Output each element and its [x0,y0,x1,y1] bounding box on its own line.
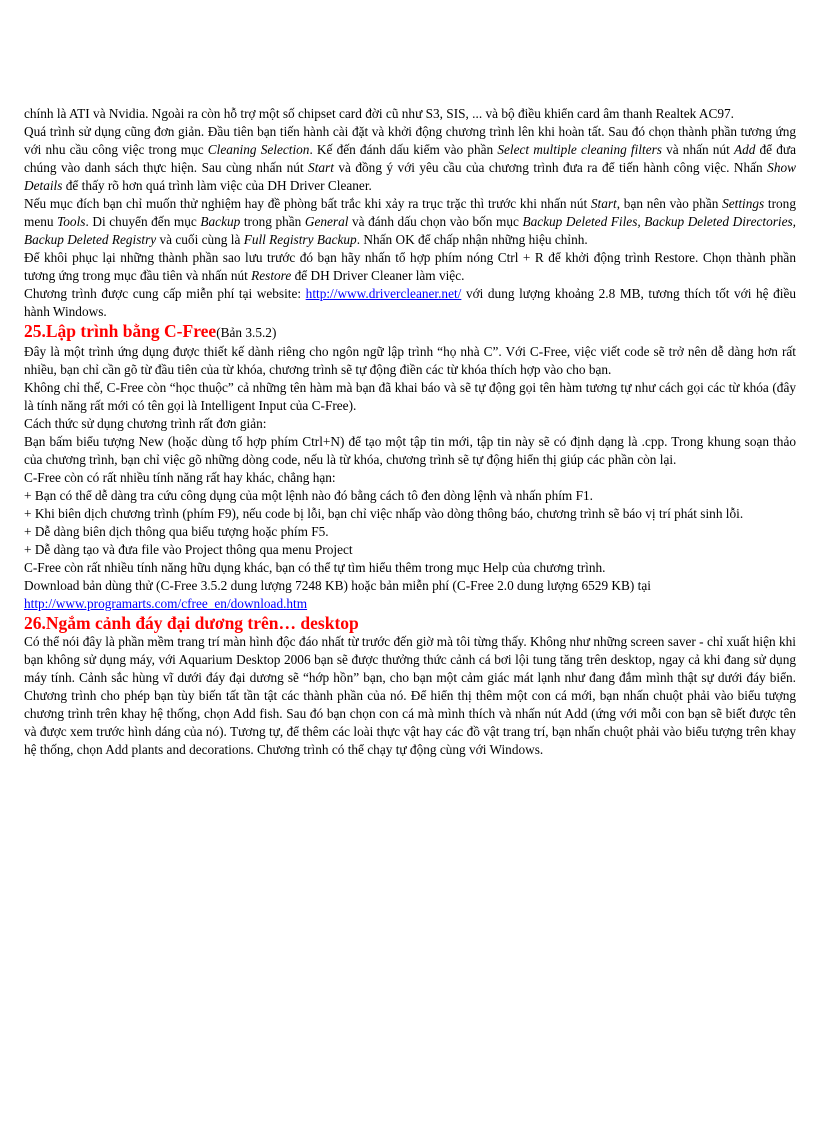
section-heading-aquarium: 26.Ngắm cảnh đáy đại dương trên… desktop [24,613,359,633]
paragraph-restore: Để khôi phục lại những thành phần sao lưu trước đó bạn hãy nhấn tổ hợp phím nóng Ctrl + R để khởi động trình Restore. Chọn thành phần tương ứng trong mục đầu tiên và nhấn nút Restore để DH Driver Cleaner làm việc. [24,250,796,283]
drivercleaner-link[interactable]: http://www.drivercleaner.net/ [305,286,462,301]
paragraph-cfree-intro: Đây là một trình ứng dụng được thiết kế dành riêng cho ngôn ngữ lập trình “họ nhà C”. Với C-Free, việc viết code sẽ trở nên dễ dàng hơn rất nhiều, bạn chỉ cần gõ từ đầu tiên của từ khóa, chương trình sẽ tự động điền các từ khóa thích hợp vào cho bạn. [24,344,796,377]
paragraph-cfree-download: Download bản dùng thử (C-Free 3.5.2 dung lượng 7248 KB) hoặc bản miễn phí (C-Free 2.0 dung lượng 6529 KB) tại [24,578,651,593]
paragraph-aquarium: Có thể nói đây là phần mềm trang trí màn hình độc đáo nhất từ trước đến giờ mà tôi từng thấy. Không như những screen saver - chỉ xuất hiện khi bạn không sử dụng máy, với Aquarium Desktop 2006 bạn sẽ được thưởng thức cảnh cá bơi lội tung tăng trên desktop, ngay cả khi đang sử dụng máy tính. Cảnh sắc hùng vĩ dưới đáy đại dương sẽ “hớp hồn” bạn, cho bạn một cảm giác mát lạnh như đang đắm mình thật sự dưới đáy biển. Chương trình cho phép bạn tùy biến tất tần tật các thành phần của nó. Để hiển thị thêm một con cá mới, bạn nhấn chuột phải vào biểu tượng chương trình trên khay hệ thống, chọn Add fish. Sau đó bạn chọn con cá mà mình thích và nhấn nút Add (ứng với mỗi con bạn sẽ biết được tên và được xem trước hình dáng của nó). Tương tự, để thêm các loài thực vật hay các đồ vật trang trí, bạn nhấn chuột phải vào biểu tượng trên khay hệ thống, chọn Add plants and decorations. Chương trình có thể chạy tự động cùng với Windows. [24,634,796,757]
paragraph-cfree-help: C-Free còn rất nhiều tính năng hữu dụng khác, bạn có thể tự tìm hiểu thêm trong mục Help của chương trình. [24,560,606,575]
paragraph-download-info: Chương trình được cung cấp miễn phí tại website: http://www.drivercleaner.net/ với dung lượng khoảng 2.8 MB, tương thích tốt với hệ điều hành Windows. [24,286,796,319]
paragraph-cfree-features-intro: C-Free còn có rất nhiều tính năng rất hay khác, chẳng hạn: [24,470,336,485]
bullet-item: + Dễ dàng tạo và đưa file vào Project thông qua menu Project [24,542,353,557]
paragraph-cfree-usage-intro: Cách thức sử dụng chương trình rất đơn giản: [24,416,267,431]
paragraph-cfree-intelligent-input: Không chỉ thế, C-Free còn “học thuộc” cả những tên hàm mà bạn đã khai báo và sẽ tự động gọi tên hàm tương tự như cách gọi các từ khóa (đây là tính năng rất mới có tên gọi là Intelligent Input của C-Free). [24,380,796,413]
paragraph-cfree-new-file: Bạn bấm biểu tượng New (hoặc dùng tổ hợp phím Ctrl+N) để tạo một tập tin mới, tập tin này sẽ có định dạng là .cpp. Trong khung soạn thảo của chương trình, bạn chỉ việc gõ những dòng code, nếu là từ khóa, chương trình sẽ tự động hiển thị giúp các phần còn lại. [24,434,796,467]
cfree-download-line [24,595,796,613]
bullet-item: + Khi biên dịch chương trình (phím F9), nếu code bị lỗi, bạn chỉ việc nhấp vào dòng thông báo, chương trình sẽ báo vị trí phát sinh lỗi. [24,506,744,521]
paragraph-usage-steps: Quá trình sử dụng cũng đơn giản. Đầu tiên bạn tiến hành cài đặt và khởi động chương trình lên khi hoàn tất. Sau đó chọn thành phần tương ứng với nhu cầu công việc trong mục Cleaning Selection. Kế đến đánh dấu kiểm vào phần Select multiple cleaning filters và nhấn nút Add để đưa chúng vào danh sách thực hiện. Sau cùng nhấn nút Start và đồng ý với yêu cầu của chương trình đưa ra để tiến hành công việc. Nhấn Show Details để thấy rõ hơn quá trình làm việc của DH Driver Cleaner. [24,124,796,193]
paragraph-backup-settings: Nếu mục đích bạn chỉ muốn thử nghiệm hay đề phòng bất trắc khi xảy ra trục trặc thì trước khi nhấn nút Start, bạn nên vào phần Settings trong menu Tools. Di chuyển đến mục Backup trong phần General và đánh dấu chọn vào bốn mục Backup Deleted Files, Backup Deleted Directories, Backup Deleted Registry và cuối cùng là Full Registry Backup. Nhấn OK để chấp nhận những hiệu chỉnh. [24,196,797,247]
paragraph-gpu-support: chính là ATI và Nvidia. Ngoài ra còn hỗ trợ một số chipset card đời cũ như S3, SIS, ... và bộ điều khiển card âm thanh Realtek AC97. [24,106,734,121]
section-heading-cfree: 25.Lập trình bằng C-Free(Bản 3.5.2) [24,321,277,341]
bullet-item: + Dễ dàng biên dịch thông qua biểu tượng hoặc phím F5. [24,524,329,539]
version-note: (Bản 3.5.2) [216,325,277,340]
bullet-item: + Bạn có thể dễ dàng tra cứu công dụng của một lệnh nào đó bằng cách tô đen dòng lệnh và nhấn phím F1. [24,488,593,503]
cfree-download-link[interactable]: http://www.programarts.com/cfree_en/download.htm [24,596,308,611]
document-page [24,105,796,759]
